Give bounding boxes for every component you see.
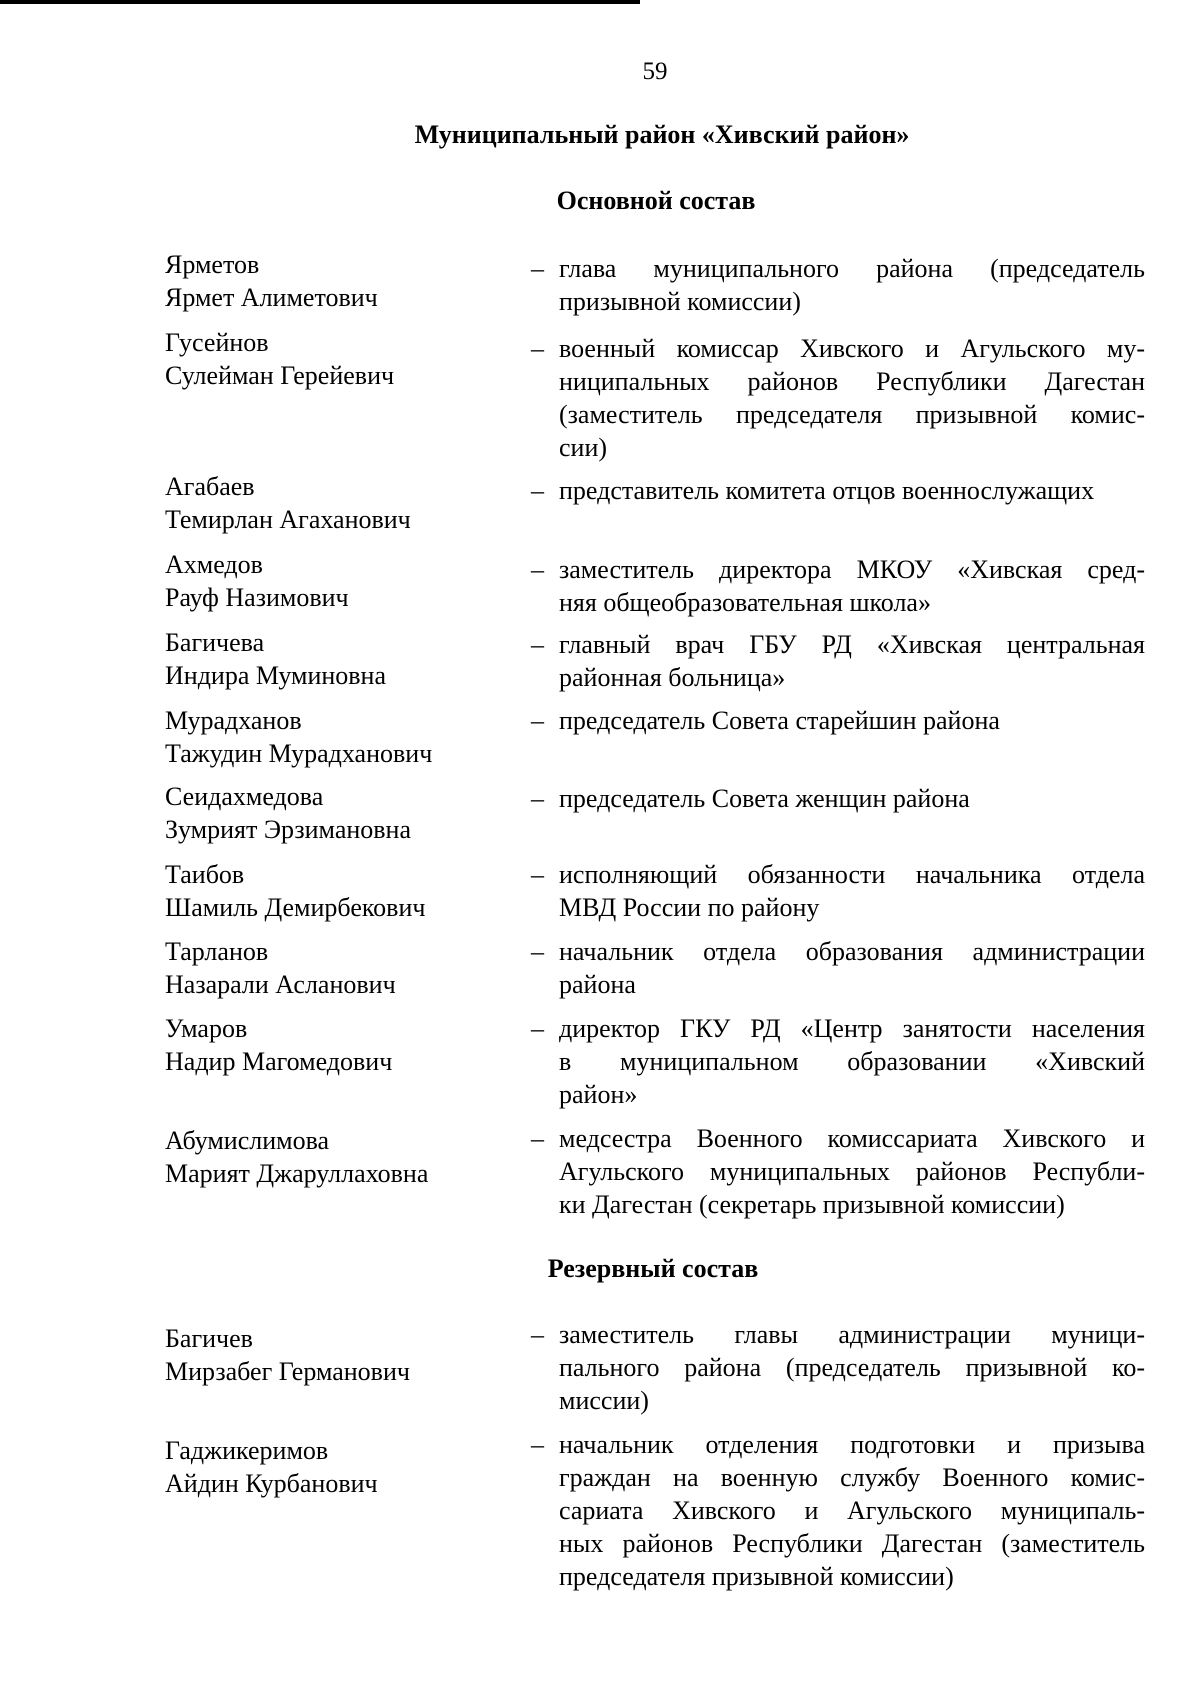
member-given-name: Индира Муминовна (165, 661, 387, 690)
member-role (559, 1012, 1145, 1111)
member-surname: Тарланов (165, 937, 269, 966)
role-line: района (559, 970, 636, 999)
member-surname: Таибов (165, 860, 245, 889)
role-line: председатель Совета старейшин района (559, 706, 1000, 735)
member-name (165, 935, 515, 1001)
member-name (165, 704, 515, 770)
role-line: район» (559, 1080, 638, 1109)
member-name (165, 1124, 515, 1190)
role-line: директор ГКУ РД «Центр занятости населения (559, 1014, 1145, 1043)
member-given-name: Сулейман Герейевич (165, 361, 395, 390)
member-role (559, 858, 1145, 924)
member-name (165, 548, 515, 614)
role-line: призывной комиссии) (559, 287, 801, 316)
member-role (559, 474, 1145, 507)
role-line: исполняющий обязанности начальника отдела (559, 860, 1145, 889)
role-line: заместитель директора МКОУ «Хивская сред- (559, 555, 1145, 584)
member-surname: Агабаев (165, 472, 255, 501)
dash: – (531, 334, 544, 363)
role-line: районная больница» (559, 663, 786, 692)
member-role (559, 1318, 1145, 1417)
page-number: 59 (642, 58, 668, 85)
role-line: няя общеобразовательная школа» (559, 588, 931, 617)
role-line: сариата Хивского и Агульского муниципаль- (559, 1496, 1145, 1525)
member-role (559, 553, 1145, 619)
role-line: МВД России по району (559, 893, 820, 922)
member-given-name: Зумрият Эрзимановна (165, 815, 411, 844)
member-surname: Гаджикеримов (165, 1436, 329, 1465)
role-line: Агульского муниципальных районов Республи- (559, 1157, 1145, 1186)
member-name (165, 626, 515, 692)
member-name (165, 470, 515, 536)
member-name (165, 326, 515, 392)
member-surname: Ахмедов (165, 550, 263, 579)
member-name (165, 858, 515, 924)
dash: – (531, 1124, 544, 1153)
member-surname: Ярметов (165, 250, 260, 279)
dash: – (531, 784, 544, 813)
member-given-name: Шамиль Демирбекович (165, 893, 426, 922)
role-line: граждан на военную службу Военного комис- (559, 1463, 1145, 1492)
reserve-section-heading: Резервный состав (547, 1254, 759, 1283)
member-given-name: Мирзабег Германович (165, 1357, 410, 1386)
dash: – (531, 1014, 544, 1043)
role-line: председателя призывной комиссии) (559, 1562, 954, 1591)
member-role (559, 332, 1145, 464)
top-border-line (0, 0, 640, 4)
dash: – (531, 630, 544, 659)
member-given-name: Темирлан Агаханович (165, 505, 411, 534)
role-line: начальник отдела образования администрации (559, 937, 1145, 966)
role-line: ки Дагестан (секретарь призывной комиссии) (559, 1190, 1065, 1219)
dash: – (531, 555, 544, 584)
member-given-name: Назарали Асланович (165, 970, 396, 999)
member-name (165, 1012, 515, 1078)
member-surname: Абумислимова (165, 1126, 330, 1155)
role-line: военный комиссар Хивского и Агульского му- (559, 334, 1145, 363)
role-line: председатель Совета женщин района (559, 784, 970, 813)
main-section-heading: Основной состав (556, 186, 756, 215)
member-role (559, 628, 1145, 694)
member-role (559, 704, 1145, 737)
member-role (559, 935, 1145, 1001)
dash: – (531, 1430, 544, 1459)
member-surname: Багичева (165, 628, 265, 657)
role-line: миссии) (559, 1386, 649, 1415)
member-name (165, 248, 515, 314)
role-line: пального района (председатель призывной ко- (559, 1353, 1145, 1382)
member-given-name: Марият Джаруллаховна (165, 1159, 429, 1188)
district-title: Муниципальный район «Хивский район» (414, 120, 910, 149)
role-line: заместитель главы администрации муници- (559, 1320, 1145, 1349)
member-given-name: Айдин Курбанович (165, 1469, 378, 1498)
member-given-name: Тажудин Мурадханович (165, 739, 433, 768)
member-given-name: Надир Магомедович (165, 1047, 393, 1076)
role-line: в муниципальном образовании «Хивский (559, 1047, 1145, 1076)
dash: – (531, 476, 544, 505)
dash: – (531, 937, 544, 966)
member-name (165, 1322, 515, 1388)
role-line: главный врач ГБУ РД «Хивская центральная (559, 630, 1145, 659)
role-line: представитель комитета отцов военнослужащих (559, 476, 1095, 505)
member-given-name: Ярмет Алиметович (165, 283, 378, 312)
role-line: сии) (559, 433, 608, 462)
member-name (165, 1434, 515, 1500)
role-line: ных районов Республики Дагестан (заместитель (559, 1529, 1145, 1558)
dash: – (531, 860, 544, 889)
member-role (559, 1428, 1145, 1593)
role-line: глава муниципального района (председатель (559, 254, 1145, 283)
dash: – (531, 706, 544, 735)
role-line: начальник отделения подготовки и призыва (559, 1430, 1145, 1459)
member-role (559, 1122, 1145, 1221)
dash: – (531, 254, 544, 283)
member-role (559, 782, 1145, 815)
role-line: ниципальных районов Республики Дагестан (559, 367, 1145, 396)
role-line: медсестра Военного комиссариата Хивского и (559, 1124, 1145, 1153)
dash: – (531, 1320, 544, 1349)
member-name (165, 780, 515, 846)
member-surname: Умаров (165, 1014, 248, 1043)
member-surname: Мурадханов (165, 706, 302, 735)
member-surname: Багичев (165, 1324, 253, 1353)
role-line: (заместитель председателя призывной комис- (559, 400, 1145, 429)
member-surname: Гусейнов (165, 328, 269, 357)
member-surname: Сеидахмедова (165, 782, 324, 811)
member-role (559, 252, 1145, 318)
member-given-name: Рауф Назимович (165, 583, 349, 612)
